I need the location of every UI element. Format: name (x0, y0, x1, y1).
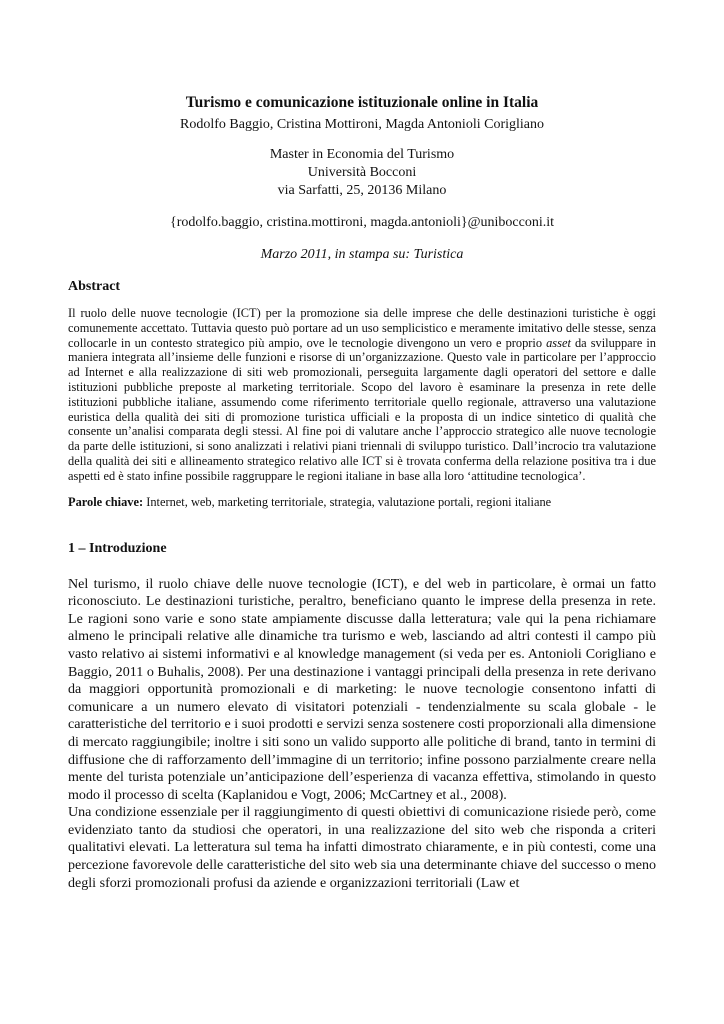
affiliation-line-1: Master in Economia del Turismo (269, 147, 455, 162)
section-1-heading: 1 – Introduzione (68, 540, 167, 556)
section-1-body (68, 576, 656, 893)
affiliation (68, 146, 656, 200)
affiliation-line-3: via Sarfatti, 25, 20136 Milano (277, 183, 447, 198)
keywords (68, 495, 656, 510)
paper-authors: Rodolfo Baggio, Cristina Mottironi, Magda Antonioli Corigliano (180, 117, 544, 132)
paper-title: Turismo e comunicazione istituzionale online in Italia (185, 94, 539, 111)
section-1-paragraph-1: Nel turismo, il ruolo chiave delle nuove tecnologie (ICT), e del web in particolare, è ormai un fatto riconosciuto. Le destinazioni turistiche, peraltro, beneficiano quanto le imprese della presenza in rete. Le ragioni sono varie e sono state ampiamente discusse dalla letteratura; vale qui la pena richiamare almeno le principali relative alle dinamiche tra turismo e web, lasciando ad altri contesti il campo più vasto relativo ai sistemi informativi e al knowledge management (si veda per es. Antonioli Corigliano e Baggio, 2011 o Buhalis, 2008). Per una destinazione i vantaggi principali della presenza in rete derivano da maggiori opportunità promozionali e di marketing: le nuove tecnologie consentono infatti di comunicare a un numero elevato di visitatori potenziali - tendenzialmente su scala globale - le caratteristiche del territorio e i suoi prodotti e servizi senza sostenere costi proporzionali alla dimensione di mercato raggiungibile; inoltre i siti sono un valido supporto alle politiche di brand, tanto in termini di diffusione che di rafforzamento dell’immagine di un territorio; infine possono parzialmente creare nella mente del turista potenziale un’anticipazione dell’esperienza di vacanza effettiva, stimolando in questo modo il processo di scelta (Kaplanidou e Vogt, 2006; McCartney et al., 2008). (68, 575, 656, 803)
section-1-paragraph-2: Una condizione essenziale per il raggiungimento di questi obiettivi di comunicazione risiede però, come evidenziato tanto da studiosi che operatori, in una realizzazione del sito web che risponda a criteri qualitativi elevati. La letteratura sul tema ha infatti dimostrato chiaramente, e in più contesti, come una percezione favorevole delle caratteristiche del sito web sia una determinante chiave del successo o meno degli sforzi promozionali profusi da aziende e organizzazioni territoriali (Law et (68, 804, 656, 891)
author-emails: {rodolfo.baggio, cristina.mottironi, magda.antonioli}@unibocconi.it (169, 215, 555, 230)
affiliation-line-2: Università Bocconi (307, 165, 417, 180)
publication-note: Marzo 2011, in stampa su: Turistica (260, 247, 464, 262)
abstract-text (68, 306, 656, 484)
paper-page (68, 93, 656, 892)
abstract-heading: Abstract (68, 279, 121, 294)
abstract-part-2: da sviluppare in maniera integrata all’insieme delle funzioni e risorse di un’organizzazione. Questo vale in particolare per l’approccio ad Internet e alla realizzazione di siti web promozionali, perseguita largamente dagli operatori del settore e dalle istituzioni pubbliche preposte al marketing territoriale. Scopo del lavoro è esaminare la presenza in rete delle istituzioni pubbliche italiane, assumendo come riferimento territoriale quello regionale, attraverso una valutazione euristica della qualità dei siti di promozione turistica ufficiali e la proposta di un indice sintetico di qualità che consente un’analisi comparata degli stessi. Al fine poi di valutare anche l’approccio strategico alle nuove tecnologie da parte delle istituzioni, si sono analizzati i relativi piani triennali di sviluppo turistico. Dall’incrocio tra valutazione della qualità dei siti e allineamento strategico relativo alle ICT si è trovata conferma della relazione positiva tra i due aspetti ed è stato infine possibile raggruppare le regioni italiane in base alla loro ‘attitudine tecnologica’. (68, 335, 656, 483)
keywords-label: Parole chiave: (68, 494, 144, 509)
abstract-part-1: Il ruolo delle nuove tecnologie (ICT) per la promozione sia delle imprese che delle destinazioni turistiche è oggi comunemente accettato. Tuttavia questo può portare ad un uso semplicistico e meramente imitativo delle stesse, senza collocarle in un contesto strategico più ampio, ove le tecnologie divengono un vero e proprio (68, 306, 656, 350)
keywords-list: Internet, web, marketing territoriale, strategia, valutazione portali, regioni italiane (143, 494, 552, 509)
abstract-italic-term: asset (546, 335, 571, 350)
